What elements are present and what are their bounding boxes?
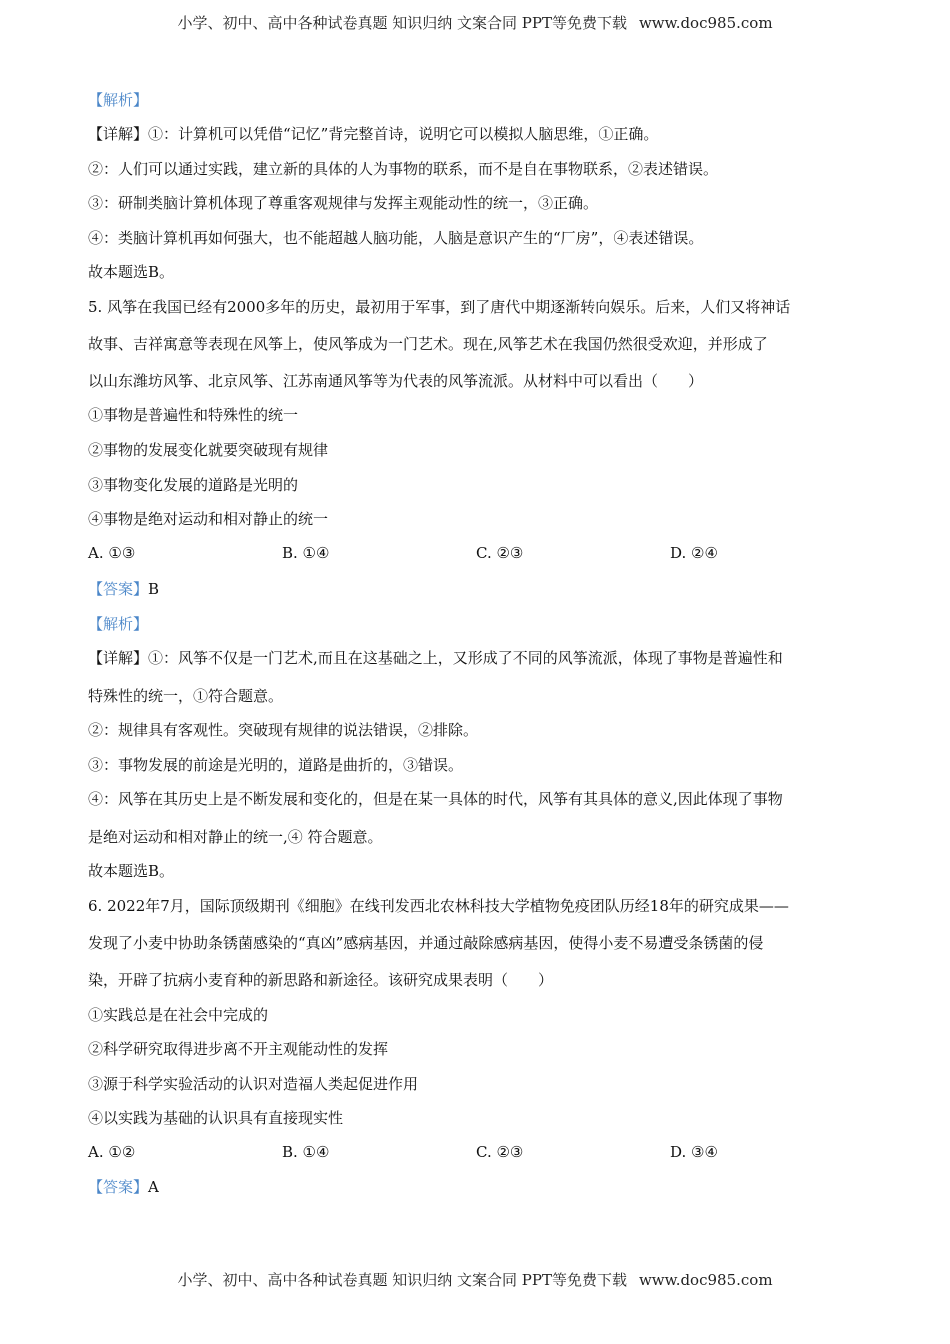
detail-label: 【详解】 bbox=[88, 649, 149, 667]
q6-stem: 发现了小麦中协助条锈菌感染的“真凶”感病基因，并通过敲除感病基因，使得小麦不易遭受条锈菌的侵 bbox=[88, 934, 764, 952]
q5-statement: ③事物变化发展的道路是光明的 bbox=[88, 476, 299, 494]
q4-detail-line: ②：人们可以通过实践，建立新的具体的人为事物的联系，而不是自在事物联系，②表述错误。 bbox=[88, 160, 719, 178]
q5-detail-line: 是绝对运动和相对静止的统一,④ 符合题意。 bbox=[88, 828, 383, 846]
q5-option-b: B. ①④ bbox=[282, 544, 330, 562]
q5-statement: ①事物是普遍性和特殊性的统一 bbox=[88, 406, 299, 424]
q4-detail-line: ③：研制类脑计算机体现了尊重客观规律与发挥主观能动性的统一，③正确。 bbox=[88, 194, 599, 212]
q5-option-d: D. ②④ bbox=[670, 544, 718, 562]
q5-analysis-label: 【解析】 bbox=[88, 615, 149, 633]
q5-stem: 故事、吉祥寓意等表现在风筝上，使风筝成为一门艺术。现在,风筝艺术在我国仍然很受欢迎，并形成了 bbox=[88, 335, 768, 353]
q5-statement: ④事物是绝对运动和相对静止的统一 bbox=[88, 510, 329, 528]
q6-option-a: A. ①② bbox=[88, 1143, 136, 1161]
detail-text: ①：风筝不仅是一门艺术,而且在这基础之上，又形成了不同的风筝流派，体现了事物是普遍性和 bbox=[148, 649, 783, 667]
q5-conclusion: 故本题选B。 bbox=[88, 862, 175, 880]
q6-statement: ①实践总是在社会中完成的 bbox=[88, 1006, 269, 1024]
q5-stem: 5. 风筝在我国已经有2000多年的历史，最初用于军事，到了唐代中期逐渐转向娱乐。后来，人们又将神话 bbox=[88, 298, 791, 316]
q4-detail-line: ④：类脑计算机再如何强大，也不能超越人脑功能，人脑是意识产生的“厂房”，④表述错误。 bbox=[88, 229, 704, 247]
footer-text: 小学、初中、高中各种试卷真题 知识归纳 文案合同 PPT等免费下载 bbox=[177, 1271, 627, 1289]
answer-label: 【答案】 bbox=[88, 1178, 149, 1196]
q6-option-d: D. ③④ bbox=[670, 1143, 718, 1161]
q5-option-c: C. ②③ bbox=[476, 544, 524, 562]
answer-value: B bbox=[148, 580, 160, 598]
q6-stem: 染，开辟了抗病小麦育种的新思路和新途径。该研究成果表明（ ） bbox=[88, 971, 554, 989]
q5-detail-line: ④：风筝在其历史上是不断发展和变化的，但是在某一具体的时代，风筝有其具体的意义,因此体现了事物 bbox=[88, 790, 783, 808]
q6-stem: 6. 2022年7月，国际顶级期刊《细胞》在线刊发西北农林科技大学植物免疫团队历经18年的研究成果—— bbox=[88, 897, 789, 915]
q5-detail-line: ③：事物发展的前途是光明的，道路是曲折的，③错误。 bbox=[88, 756, 464, 774]
page-header bbox=[0, 14, 950, 32]
footer-site-link[interactable]: www.doc985.com bbox=[638, 1271, 773, 1289]
q6-option-b: B. ①④ bbox=[282, 1143, 330, 1161]
answer-label: 【答案】 bbox=[88, 580, 149, 598]
q4-analysis-label: 【解析】 bbox=[88, 91, 149, 109]
q5-detail-line: 特殊性的统一，①符合题意。 bbox=[88, 687, 284, 705]
detail-label: 【详解】 bbox=[88, 125, 149, 143]
q4-detail-line bbox=[88, 125, 658, 143]
q6-statement: ④以实践为基础的认识具有直接现实性 bbox=[88, 1109, 344, 1127]
q6-statement: ②科学研究取得进步离不开主观能动性的发挥 bbox=[88, 1040, 389, 1058]
q6-answer bbox=[88, 1178, 159, 1196]
q5-detail-line: ②：规律具有客观性。突破现有规律的说法错误，②排除。 bbox=[88, 721, 479, 739]
header-site-link[interactable]: www.doc985.com bbox=[638, 14, 773, 32]
q4-conclusion: 故本题选B。 bbox=[88, 263, 175, 281]
q6-statement: ③源于科学实验活动的认识对造福人类起促进作用 bbox=[88, 1075, 419, 1093]
answer-value: A bbox=[148, 1178, 159, 1196]
q5-detail-line bbox=[88, 649, 783, 667]
q5-statement: ②事物的发展变化就要突破现有规律 bbox=[88, 441, 329, 459]
detail-text: ①：计算机可以凭借“记忆”背完整首诗，说明它可以模拟人脑思维，①正确。 bbox=[148, 125, 659, 143]
q6-option-c: C. ②③ bbox=[476, 1143, 524, 1161]
q5-answer bbox=[88, 580, 159, 598]
header-text: 小学、初中、高中各种试卷真题 知识归纳 文案合同 PPT等免费下载 bbox=[177, 14, 627, 32]
q5-option-a: A. ①③ bbox=[88, 544, 136, 562]
page-footer bbox=[0, 1271, 950, 1289]
q5-stem: 以山东潍坊风筝、北京风筝、江苏南通风筝等为代表的风筝流派。从材料中可以看出（ ） bbox=[88, 372, 704, 390]
